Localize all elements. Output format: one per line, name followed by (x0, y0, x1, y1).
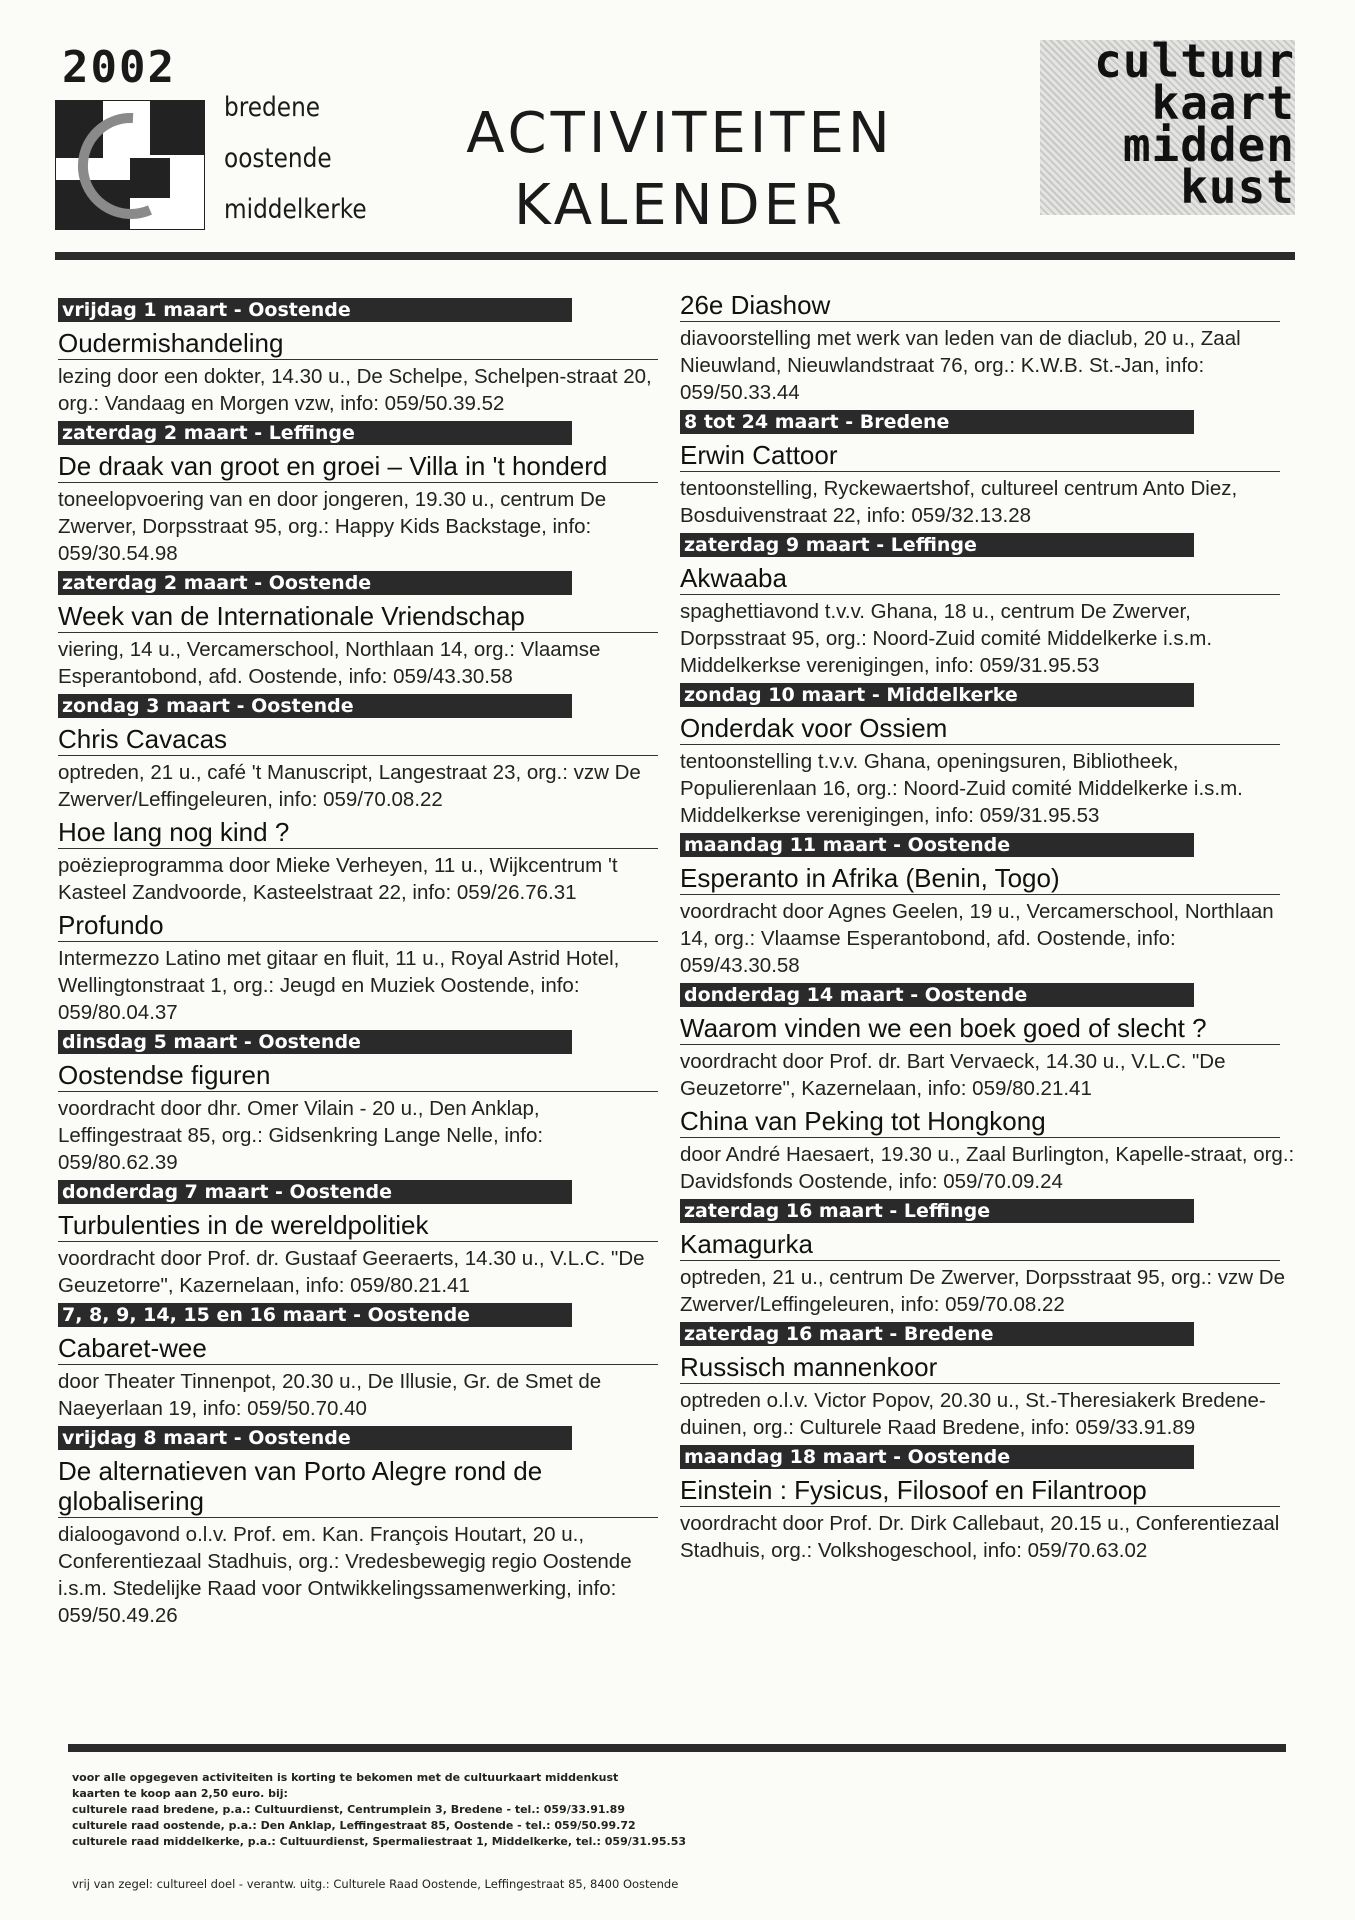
date-header: zondag 10 maart - Middelkerke (680, 683, 1194, 707)
event-title: Waarom vinden we een boek goed of slecht ? (680, 1013, 1280, 1045)
event-description: voordracht door dhr. Omer Vilain - 20 u., Den Anklap, Leffingestraat 85, org.: Gidsenkring Lange Nelle, info: 059/80.62.39 (58, 1097, 544, 1174)
logo-icon (55, 100, 205, 230)
date-group (680, 683, 1295, 829)
event-title: Akwaaba (680, 563, 1280, 595)
brand-word-2: kaart (1151, 76, 1295, 130)
date-group (58, 694, 663, 1026)
title-line-1: ACTIVITEITEN (466, 101, 894, 166)
date-header: zaterdag 16 maart - Bredene (680, 1322, 1194, 1346)
event-description: optreden o.l.v. Victor Popov, 20.30 u., St.-Theresiakerk Bredene-duinen, org.: Culturele Raad Bredene, info: 059/33.91.89 (680, 1389, 1266, 1439)
event-description: viering, 14 u., Vercamerschool, Northlaan 14, org.: Vlaamse Esperantobond, afd. Oostende, info: 059/43.30.58 (58, 638, 601, 688)
event-item (58, 1456, 663, 1629)
event-item (58, 1060, 663, 1176)
year: 2002 (62, 42, 176, 93)
footer-line: culturele raad middelkerke, p.a.: Cultuurdienst, Spermaliestraat 1, Middelkerke, tel.: 059/31.95.53 (72, 1835, 687, 1848)
event-description: diavoorstelling met werk van leden van de diaclub, 20 u., Zaal Nieuwland, Nieuwlandstraat 76, org.: K.W.B. St.-Jan, info: 059/50.33.44 (680, 327, 1241, 404)
event-item (58, 451, 663, 567)
footer-line: kaarten te koop aan 2,50 euro. bij: (72, 1787, 288, 1800)
date-group (680, 1445, 1295, 1564)
event-item (680, 1475, 1295, 1564)
event-description: dialoogavond o.l.v. Prof. em. Kan. François Houtart, 20 u., Conferentiezaal Stadhuis, org.: Vredesbewegig regio Oostende i.s.m. Stedelijke Raad voor Ontwikkelingssamenwerking, info: 059/50.49.26 (58, 1523, 632, 1627)
date-group (58, 298, 663, 417)
brand-word-1: cultuur (1094, 34, 1295, 88)
brand-word-3: midden (1122, 118, 1295, 172)
event-item (58, 1333, 663, 1422)
date-header: donderdag 14 maart - Oostende (680, 983, 1194, 1007)
date-header: zaterdag 2 maart - Oostende (58, 571, 572, 595)
date-group (58, 1030, 663, 1176)
right-column (680, 290, 1295, 1568)
date-group (58, 421, 663, 567)
event-description: poëzieprogramma door Mieke Verheyen, 11 u., Wijkcentrum 't Kasteel Zandvoorde, Kasteelstraat 22, info: 059/26.76.31 (58, 854, 618, 904)
date-group (680, 290, 1295, 406)
event-title: Erwin Cattoor (680, 440, 1280, 472)
brand-word-4: kust (1180, 160, 1295, 214)
date-group (58, 1180, 663, 1299)
event-description: Intermezzo Latino met gitaar en fluit, 11 u., Royal Astrid Hotel, Wellingtonstraat 1, org.: Jeugd en Muziek Oostende, info: 059/80.04.37 (58, 947, 620, 1024)
event-title: Oostendse figuren (58, 1060, 658, 1092)
region-names (224, 82, 390, 235)
date-header: donderdag 7 maart - Oostende (58, 1180, 572, 1204)
event-title: Einstein : Fysicus, Filosoof en Filantroop (680, 1475, 1280, 1507)
event-title: Turbulenties in de wereldpolitiek (58, 1210, 658, 1242)
event-title: Profundo (58, 910, 658, 942)
date-group (58, 571, 663, 690)
date-group (680, 833, 1295, 979)
date-group (680, 983, 1295, 1195)
event-description: door André Haesaert, 19.30 u., Zaal Burlington, Kapelle-straat, org.: Davidsfonds Oostende, info: 059/70.09.24 (680, 1143, 1295, 1193)
date-header: vrijdag 8 maart - Oostende (58, 1426, 572, 1450)
date-header: zaterdag 16 maart - Leffinge (680, 1199, 1194, 1223)
event-item (58, 724, 663, 813)
footer-line: culturele raad bredene, p.a.: Cultuurdienst, Centrumplein 3, Bredene - tel.: 059/33.91.89 (72, 1803, 625, 1816)
date-header: vrijdag 1 maart - Oostende (58, 298, 572, 322)
event-title: De alternatieven van Porto Alegre rond de globalisering (58, 1456, 658, 1518)
date-header: maandag 11 maart - Oostende (680, 833, 1194, 857)
date-header: 8 tot 24 maart - Bredene (680, 410, 1194, 434)
event-description: lezing door een dokter, 14.30 u., De Schelpe, Schelpen-straat 20, org.: Vandaag en Morgen vzw, info: 059/50.39.52 (58, 365, 652, 415)
event-title: Onderdak voor Ossiem (680, 713, 1280, 745)
event-item (680, 1352, 1295, 1441)
left-column (58, 294, 663, 1633)
event-item (58, 910, 663, 1026)
event-title: Kamagurka (680, 1229, 1280, 1261)
event-item (58, 1210, 663, 1299)
event-title: Oudermishandeling (58, 328, 658, 360)
event-description: voordracht door Prof. Dr. Dirk Callebaut, 20.15 u., Conferentiezaal Stadhuis, org.: Volkshogeschool, info: 059/70.63.02 (680, 1512, 1280, 1562)
event-title: Esperanto in Afrika (Benin, Togo) (680, 863, 1280, 895)
event-title: Chris Cavacas (58, 724, 658, 756)
date-header: zondag 3 maart - Oostende (58, 694, 572, 718)
bottom-divider (68, 1744, 1286, 1752)
date-header: zaterdag 9 maart - Leffinge (680, 533, 1194, 557)
event-item (680, 1106, 1295, 1195)
event-item (58, 328, 663, 417)
title-line-2: KALENDER (514, 173, 846, 238)
event-description: optreden, 21 u., centrum De Zwerver, Dorpsstraat 95, org.: vzw De Zwerver/Leffingeleuren, info: 059/70.08.22 (680, 1266, 1286, 1316)
date-group (680, 533, 1295, 679)
event-title: China van Peking tot Hongkong (680, 1106, 1280, 1138)
footer-signature: vrij van zegel: cultureel doel - verantw. uitg.: Culturele Raad Oostende, Leffingestraat 85, 8400 Oostende (72, 1877, 679, 1891)
event-title: Cabaret-wee (58, 1333, 658, 1365)
event-item (58, 601, 663, 690)
event-item (680, 1013, 1295, 1102)
event-description: voordracht door Prof. dr. Gustaaf Geeraerts, 14.30 u., V.L.C. "De Geuzetorre", Kazernelaan, info: 059/80.21.41 (58, 1247, 645, 1297)
event-item (58, 817, 663, 906)
event-title: De draak van groot en groei – Villa in 't honderd (58, 451, 658, 483)
event-description: optreden, 21 u., café 't Manuscript, Langestraat 23, org.: vzw De Zwerver/Leffingeleuren, info: 059/70.08.22 (58, 761, 641, 811)
event-title: Russisch mannenkoor (680, 1352, 1280, 1384)
region-middelkerke: middelkerke (224, 194, 367, 225)
page-header (0, 0, 1355, 260)
page-title (380, 98, 980, 242)
event-description: tentoonstelling, Ryckewaertshof, cultureel centrum Anto Diez, Bosduivenstraat 22, info: 059/32.13.28 (680, 477, 1238, 527)
date-header: dinsdag 5 maart - Oostende (58, 1030, 572, 1054)
date-header: zaterdag 2 maart - Leffinge (58, 421, 572, 445)
footer-line: voor alle opgegeven activiteiten is korting te bekomen met de cultuurkaart middenkust (72, 1771, 619, 1784)
event-description: voordracht door Agnes Geelen, 19 u., Vercamerschool, Northlaan 14, org.: Vlaamse Esperantobond, afd. Oostende, info: 059/43.30.58 (680, 900, 1274, 977)
date-group (58, 1426, 663, 1629)
date-group (680, 1199, 1295, 1318)
event-description: door Theater Tinnenpot, 20.30 u., De Illusie, Gr. de Smet de Naeyerlaan 19, info: 059/50.70.40 (58, 1370, 602, 1420)
date-header: 7, 8, 9, 14, 15 en 16 maart - Oostende (58, 1303, 572, 1327)
cultuurkaart-logo (1040, 34, 1295, 215)
region-oostende: oostende (224, 143, 332, 174)
event-item (680, 563, 1295, 679)
footer (72, 1770, 1272, 1892)
event-item (680, 713, 1295, 829)
footer-line: culturele raad oostende, p.a.: Den Anklap, Leffingestraat 85, Oostende - tel.: 059/50.99.72 (72, 1819, 636, 1832)
date-header: maandag 18 maart - Oostende (680, 1445, 1194, 1469)
event-item (680, 1229, 1295, 1318)
date-group (680, 410, 1295, 529)
event-description: voordracht door Prof. dr. Bart Vervaeck, 14.30 u., V.L.C. "De Geuzetorre", Kazernelaan, info: 059/80.21.41 (680, 1050, 1226, 1100)
event-description: tentoonstelling t.v.v. Ghana, openingsuren, Bibliotheek, Populierenlaan 16, org.: Noord-Zuid comité Middelkerke i.s.m. Middelkerkse verenigingen, info: 059/31.95.53 (680, 750, 1243, 827)
top-divider (55, 252, 1295, 260)
event-item (680, 440, 1295, 529)
date-group (680, 1322, 1295, 1441)
event-item (680, 290, 1295, 406)
date-group (58, 1303, 663, 1422)
event-description: spaghettiavond t.v.v. Ghana, 18 u., centrum De Zwerver, Dorpsstraat 95, org.: Noord-Zuid comité Middelkerke i.s.m. Middelkerkse verenigingen, info: 059/31.95.53 (680, 600, 1213, 677)
event-title: Week van de Internationale Vriendschap (58, 601, 658, 633)
event-title: Hoe lang nog kind ? (58, 817, 658, 849)
region-bredene: bredene (224, 92, 321, 123)
event-item (680, 863, 1295, 979)
event-description: toneelopvoering van en door jongeren, 19.30 u., centrum De Zwerver, Dorpsstraat 95, org.: Happy Kids Backstage, info: 059/30.54.98 (58, 488, 607, 565)
event-title: 26e Diashow (680, 290, 1280, 322)
